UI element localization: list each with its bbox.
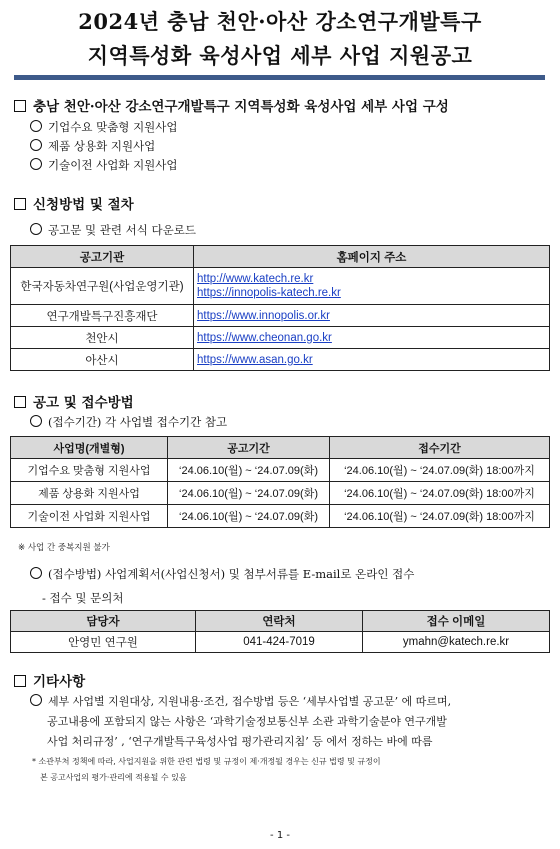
- section3-heading: 공고 및 접수방법: [14, 391, 134, 411]
- circle-bullet-icon: [30, 139, 42, 151]
- agency-org: 아산시: [11, 349, 194, 371]
- title-divider: [14, 75, 545, 80]
- agency-table-header-url: 홈페이지 주소: [194, 246, 550, 268]
- square-bullet-icon: [14, 675, 26, 687]
- page-number: - 1 -: [270, 830, 290, 841]
- schedule-header-receipt: 접수기간: [330, 437, 550, 459]
- table-row: [11, 632, 550, 653]
- section2-item: 공고문 및 관련 서식 다운로드: [30, 222, 196, 238]
- contact-header-person: 담당자: [11, 611, 196, 632]
- section1-item-2: 제품 상용화 지원사업: [30, 138, 155, 154]
- circle-bullet-icon: [30, 120, 42, 132]
- square-bullet-icon: [14, 100, 26, 112]
- table-row: [11, 349, 550, 371]
- section1-item-3: 기술이전 사업화 지원사업: [30, 157, 178, 173]
- section3-item: (접수기간) 각 사업별 접수기간 참고: [30, 414, 227, 430]
- agency-org: 연구개발특구진흥재단: [11, 305, 194, 327]
- agency-org: 한국자동차연구원(사업운영기관): [11, 268, 194, 305]
- duplicate-note: ※ 사업 간 중복지원 불가: [18, 543, 110, 553]
- schedule-header-notice: 공고기간: [168, 437, 330, 459]
- homepage-link[interactable]: https://innopolis-katech.re.kr: [197, 287, 341, 299]
- circle-bullet-icon: [30, 158, 42, 170]
- page-title-line2: 지역특성화 육성사업 세부 사업 지원공고: [87, 43, 473, 68]
- contact-email[interactable]: ymahn@katech.re.kr: [363, 632, 550, 653]
- schedule-table: [10, 436, 550, 528]
- etc-line-3: 사업 처리규정’ , ‘연구개발특구육성사업 평가관리지침’ 등 에서 정하는 바에 따름: [47, 735, 433, 748]
- section1-item-1: 기업수요 맞춤형 지원사업: [30, 119, 178, 135]
- schedule-header-program: 사업명(개별형): [11, 437, 168, 459]
- circle-bullet-icon: [30, 223, 42, 235]
- policy-note-2: 본 공고사업의 평가·관리에 적용될 수 있음: [40, 773, 187, 782]
- table-row: [11, 305, 550, 327]
- etc-line-2: 공고내용에 포함되지 않는 사항은 ‘과학기술정보통신부 소관 과학기술분야 연구개발: [47, 715, 447, 728]
- page-title-line1: 2024년 충남 천안·아산 강소연구개발특구: [78, 9, 482, 34]
- agency-table: [10, 245, 550, 371]
- table-row: [11, 268, 550, 305]
- table-row: 기업수요 맞춤형 지원사업 ‘24.06.10(월) ~ ‘24.07.09(화) ‘24.06.10(월) ~ ‘24.07.09(화) 18:00까지: [11, 459, 550, 482]
- section4-heading: 기타사항: [14, 670, 85, 690]
- circle-bullet-icon: [30, 694, 42, 706]
- homepage-link[interactable]: https://www.innopolis.or.kr: [197, 309, 330, 322]
- submission-method: (접수방법) 사업계획서(사업신청서) 및 첨부서류를 E-mail로 온라인 접수: [30, 566, 414, 582]
- square-bullet-icon: [14, 396, 26, 408]
- section1-heading: 충남 천안·아산 강소연구개발특구 지역특성화 육성사업 세부 사업 구성: [14, 95, 449, 115]
- contact-phone: 041-424-7019: [196, 632, 363, 653]
- table-row: 제품 상용화 지원사업 ‘24.06.10(월) ~ ‘24.07.09(화) ‘24.06.10(월) ~ ‘24.07.09(화) 18:00까지: [11, 482, 550, 505]
- square-bullet-icon: [14, 198, 26, 210]
- homepage-link[interactable]: https://www.cheonan.go.kr: [197, 331, 332, 344]
- etc-line-1: 세부 사업별 지원대상, 지원내용·조건, 접수방법 등은 ‘세부사업별 공고문’ 에 따르며,: [30, 693, 451, 709]
- policy-note-1: * 소관부처 정책에 따라, 사업지원을 위한 관련 법령 및 규정이 제·개정될 경우는 신규 법령 및 규정이: [32, 757, 381, 766]
- homepage-link[interactable]: http://www.katech.re.kr: [197, 273, 314, 285]
- table-row: [11, 327, 550, 349]
- contact-header-email: 접수 이메일: [363, 611, 550, 632]
- contact-header-phone: 연락처: [196, 611, 363, 632]
- section2-heading: 신청방법 및 절차: [14, 193, 134, 213]
- contact-label: - 접수 및 문의처: [42, 591, 124, 605]
- contact-table: [10, 610, 550, 653]
- circle-bullet-icon: [30, 415, 42, 427]
- agency-table-header-org: 공고기관: [11, 246, 194, 268]
- homepage-link[interactable]: https://www.asan.go.kr: [197, 353, 313, 366]
- contact-person: 안영민 연구원: [11, 632, 196, 653]
- table-row: 기술이전 사업화 지원사업 ‘24.06.10(월) ~ ‘24.07.09(화) ‘24.06.10(월) ~ ‘24.07.09(화) 18:00까지: [11, 505, 550, 528]
- circle-bullet-icon: [30, 567, 42, 579]
- agency-org: 천안시: [11, 327, 194, 349]
